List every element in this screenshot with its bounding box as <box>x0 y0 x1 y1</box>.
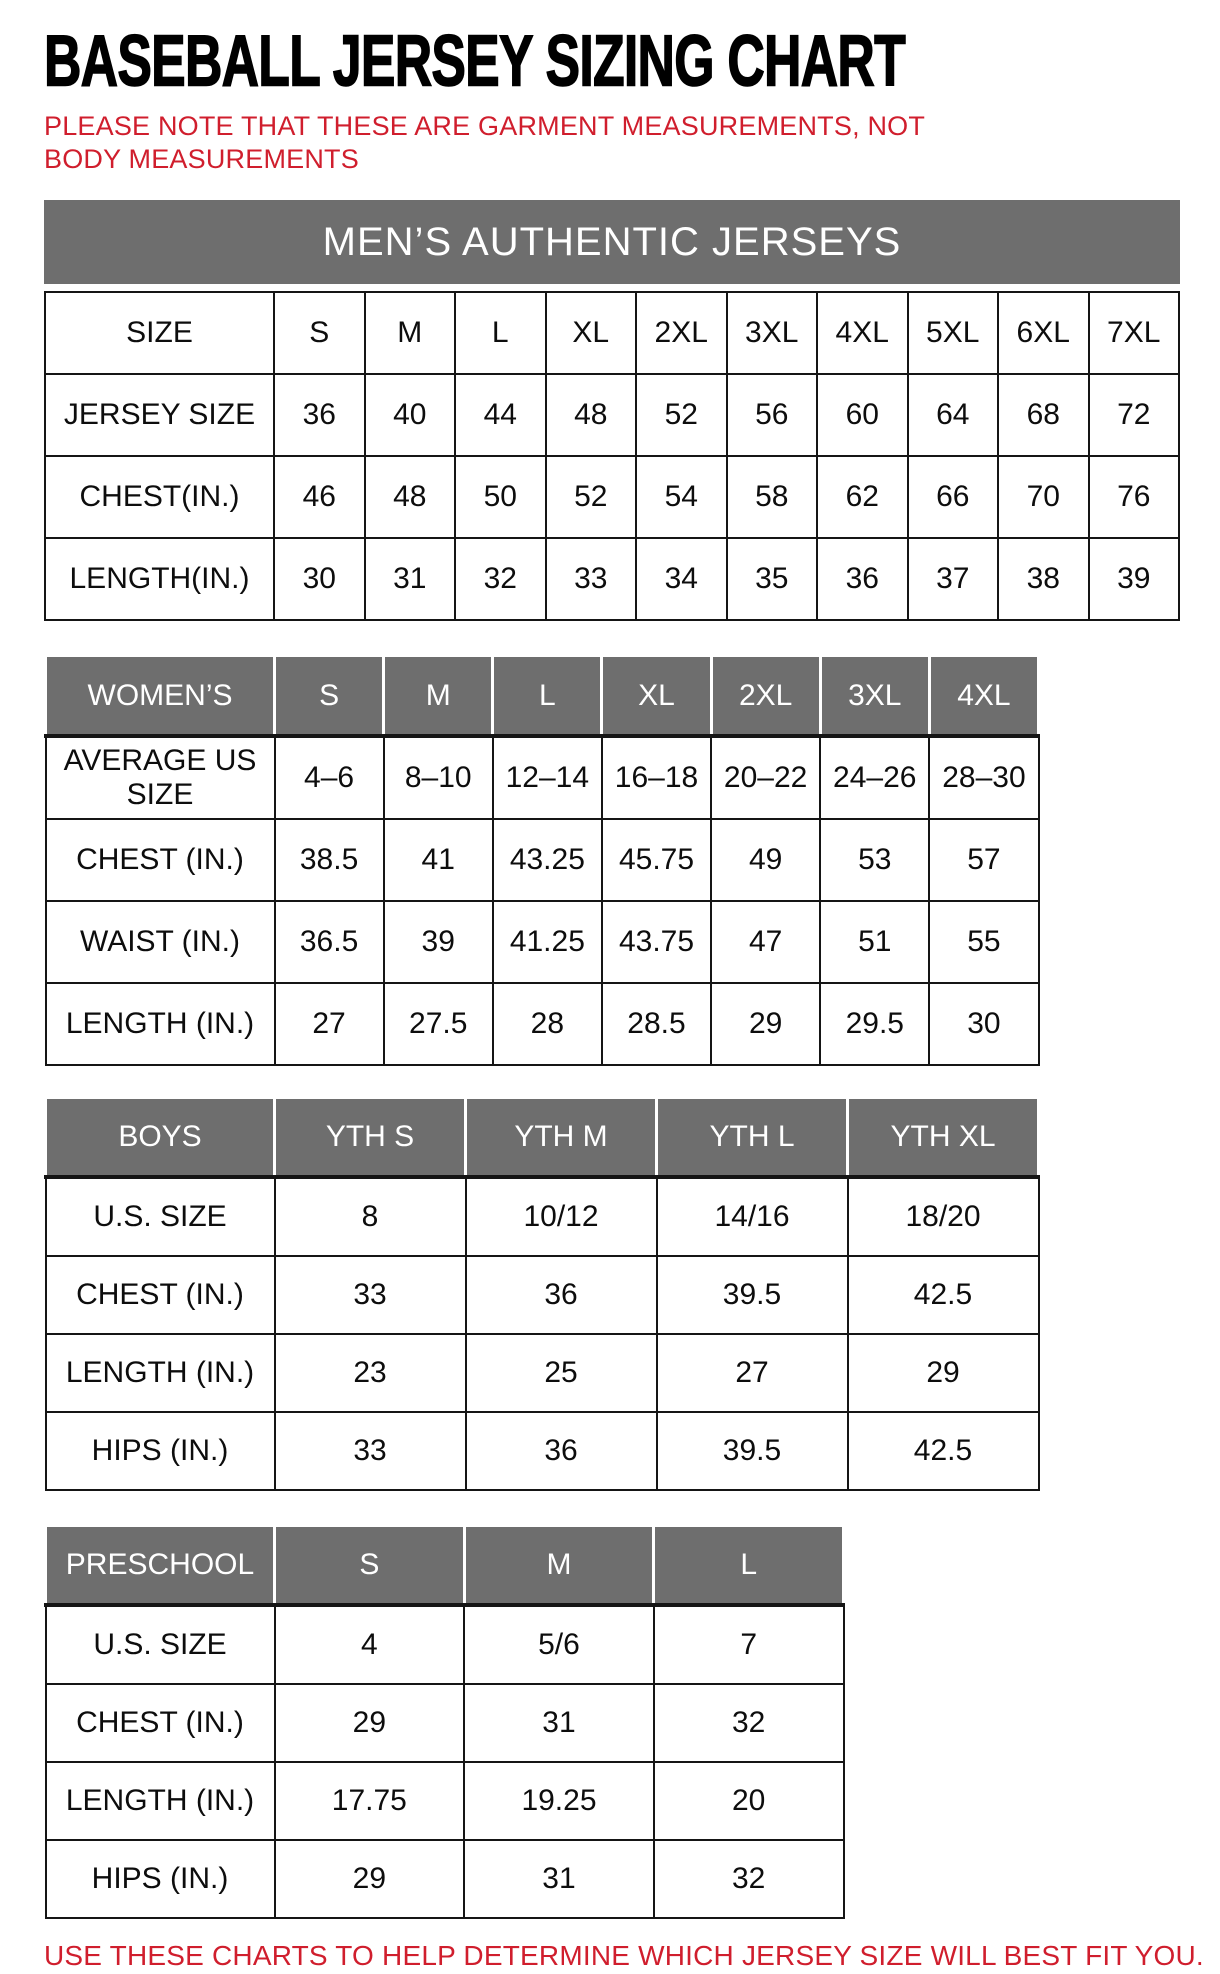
value-cell: 42.5 <box>848 1412 1039 1490</box>
row-label: LENGTH (IN.) <box>46 1762 275 1840</box>
column-header: YTH L <box>657 1098 848 1178</box>
value-cell: 42.5 <box>848 1256 1039 1334</box>
value-cell: 38 <box>998 538 1089 620</box>
table-row <box>46 1684 844 1762</box>
table-row <box>45 538 1179 620</box>
value-cell: 23 <box>275 1334 466 1412</box>
value-cell: 4 <box>275 1605 465 1684</box>
value-cell: 33 <box>546 538 637 620</box>
value-cell: 8–10 <box>384 736 493 819</box>
column-header: XL <box>602 656 711 737</box>
value-cell: 39.5 <box>657 1256 848 1334</box>
value-cell: 68 <box>998 374 1089 456</box>
value-cell: 36 <box>274 374 365 456</box>
value-cell: 27 <box>657 1334 848 1412</box>
value-cell: 32 <box>455 538 546 620</box>
value-cell: 46 <box>274 456 365 538</box>
value-cell: 52 <box>546 456 637 538</box>
value-cell: 8 <box>275 1177 466 1256</box>
value-cell: 37 <box>908 538 999 620</box>
value-cell: 25 <box>466 1334 657 1412</box>
value-cell: 30 <box>929 983 1038 1065</box>
mens-size-table <box>44 291 1180 621</box>
row-label: CHEST (IN.) <box>46 819 275 901</box>
value-cell: 43.25 <box>493 819 602 901</box>
preschool-size-table <box>44 1524 845 1919</box>
value-cell: 62 <box>817 456 908 538</box>
table-row <box>45 374 1179 456</box>
value-cell: 24–26 <box>820 736 929 819</box>
value-cell: 35 <box>727 538 818 620</box>
table-row <box>46 1256 1039 1334</box>
column-header: M <box>365 292 456 374</box>
row-group-label: BOYS <box>46 1098 275 1178</box>
column-header: 4XL <box>817 292 908 374</box>
row-label: LENGTH (IN.) <box>46 983 275 1065</box>
value-cell: 41 <box>384 819 493 901</box>
column-header: 3XL <box>820 656 929 737</box>
table-row <box>46 901 1039 983</box>
column-header: 4XL <box>929 656 1038 737</box>
value-cell: 76 <box>1089 456 1180 538</box>
value-cell: 47 <box>711 901 820 983</box>
table-row <box>46 1605 844 1684</box>
column-header: M <box>464 1526 654 1606</box>
value-cell: 41.25 <box>493 901 602 983</box>
table-row <box>46 983 1039 1065</box>
column-header: S <box>275 1526 465 1606</box>
header-row <box>46 1098 1039 1178</box>
column-header: 5XL <box>908 292 999 374</box>
table-row <box>46 1762 844 1840</box>
mens-section <box>44 200 1180 621</box>
table-row <box>45 456 1179 538</box>
row-label: HIPS (IN.) <box>46 1412 275 1490</box>
value-cell: 19.25 <box>464 1762 654 1840</box>
value-cell: 36 <box>466 1412 657 1490</box>
row-group-label: PRESCHOOL <box>46 1526 275 1606</box>
value-cell: 64 <box>908 374 999 456</box>
value-cell: 60 <box>817 374 908 456</box>
page-title-text: BASEBALL JERSEY SIZING CHART <box>44 19 905 101</box>
value-cell: 44 <box>455 374 546 456</box>
column-header: 6XL <box>998 292 1089 374</box>
value-cell: 31 <box>365 538 456 620</box>
value-cell: 36 <box>817 538 908 620</box>
value-cell: 14/16 <box>657 1177 848 1256</box>
value-cell: 29 <box>711 983 820 1065</box>
row-label: LENGTH(IN.) <box>45 538 274 620</box>
column-header: L <box>493 656 602 737</box>
garment-measurement-note: PLEASE NOTE THAT THESE ARE GARMENT MEASUREMENTS, NOT BODY MEASUREMENTS <box>44 111 925 174</box>
value-cell: 70 <box>998 456 1089 538</box>
row-group-label: WOMEN’S <box>46 656 275 737</box>
row-label: HIPS (IN.) <box>46 1840 275 1918</box>
value-cell: 48 <box>546 374 637 456</box>
value-cell: 17.75 <box>275 1762 465 1840</box>
value-cell: 72 <box>1089 374 1180 456</box>
value-cell: 12–14 <box>493 736 602 819</box>
value-cell: 54 <box>636 456 727 538</box>
value-cell: 49 <box>711 819 820 901</box>
preschool-section <box>44 1524 1180 1919</box>
value-cell: 20–22 <box>711 736 820 819</box>
value-cell: 31 <box>464 1840 654 1918</box>
table-row <box>46 1334 1039 1412</box>
row-label: AVERAGE US SIZE <box>46 736 275 819</box>
value-cell: 31 <box>464 1684 654 1762</box>
column-header: M <box>384 656 493 737</box>
boys-size-table <box>44 1096 1040 1491</box>
header-row <box>46 1526 844 1606</box>
value-cell: 4–6 <box>275 736 384 819</box>
row-label: U.S. SIZE <box>46 1177 275 1256</box>
header-row <box>45 292 1179 374</box>
value-cell: 40 <box>365 374 456 456</box>
column-header: S <box>275 656 384 737</box>
column-header: 2XL <box>711 656 820 737</box>
value-cell: 16–18 <box>602 736 711 819</box>
column-header: 7XL <box>1089 292 1180 374</box>
value-cell: 28 <box>493 983 602 1065</box>
value-cell: 29 <box>275 1684 465 1762</box>
row-group-label: SIZE <box>45 292 274 374</box>
value-cell: 32 <box>654 1840 844 1918</box>
column-header: 3XL <box>727 292 818 374</box>
column-header: XL <box>546 292 637 374</box>
table-row <box>46 736 1039 819</box>
womens-size-table <box>44 654 1040 1066</box>
value-cell: 39 <box>1089 538 1180 620</box>
value-cell: 5/6 <box>464 1605 654 1684</box>
value-cell: 29.5 <box>820 983 929 1065</box>
table-row <box>46 819 1039 901</box>
value-cell: 32 <box>654 1684 844 1762</box>
value-cell: 56 <box>727 374 818 456</box>
value-cell: 34 <box>636 538 727 620</box>
column-header: L <box>654 1526 844 1606</box>
boys-section <box>44 1096 1180 1491</box>
row-label: WAIST (IN.) <box>46 901 275 983</box>
footer-note: USE THESE CHARTS TO HELP DETERMINE WHICH JERSEY SIZE WILL BEST FIT YOU. <box>44 1940 1204 1971</box>
column-header: 2XL <box>636 292 727 374</box>
value-cell: 7 <box>654 1605 844 1684</box>
header-row <box>46 656 1039 737</box>
value-cell: 53 <box>820 819 929 901</box>
value-cell: 39 <box>384 901 493 983</box>
value-cell: 18/20 <box>848 1177 1039 1256</box>
column-header: YTH XL <box>848 1098 1039 1178</box>
row-label: JERSEY SIZE <box>45 374 274 456</box>
value-cell: 20 <box>654 1762 844 1840</box>
value-cell: 38.5 <box>275 819 384 901</box>
column-header: YTH M <box>466 1098 657 1178</box>
row-label: CHEST (IN.) <box>46 1684 275 1762</box>
row-label: U.S. SIZE <box>46 1605 275 1684</box>
value-cell: 33 <box>275 1412 466 1490</box>
value-cell: 48 <box>365 456 456 538</box>
value-cell: 30 <box>274 538 365 620</box>
value-cell: 28.5 <box>602 983 711 1065</box>
value-cell: 43.75 <box>602 901 711 983</box>
value-cell: 29 <box>275 1840 465 1918</box>
value-cell: 57 <box>929 819 1038 901</box>
row-label: CHEST(IN.) <box>45 456 274 538</box>
value-cell: 55 <box>929 901 1038 983</box>
value-cell: 50 <box>455 456 546 538</box>
column-header: YTH S <box>275 1098 466 1178</box>
value-cell: 10/12 <box>466 1177 657 1256</box>
value-cell: 28–30 <box>929 736 1038 819</box>
row-label: CHEST (IN.) <box>46 1256 275 1334</box>
value-cell: 39.5 <box>657 1412 848 1490</box>
table-row <box>46 1177 1039 1256</box>
value-cell: 33 <box>275 1256 466 1334</box>
row-label: LENGTH (IN.) <box>46 1334 275 1412</box>
value-cell: 45.75 <box>602 819 711 901</box>
value-cell: 51 <box>820 901 929 983</box>
value-cell: 66 <box>908 456 999 538</box>
column-header: S <box>274 292 365 374</box>
value-cell: 58 <box>727 456 818 538</box>
value-cell: 36.5 <box>275 901 384 983</box>
table-row <box>46 1840 844 1918</box>
mens-table-banner: MEN’S AUTHENTIC JERSEYS <box>44 200 1180 284</box>
value-cell: 27.5 <box>384 983 493 1065</box>
page-title <box>44 19 1180 101</box>
table-row <box>46 1412 1039 1490</box>
value-cell: 36 <box>466 1256 657 1334</box>
value-cell: 29 <box>848 1334 1039 1412</box>
value-cell: 52 <box>636 374 727 456</box>
value-cell: 27 <box>275 983 384 1065</box>
womens-section <box>44 654 1180 1066</box>
column-header: L <box>455 292 546 374</box>
